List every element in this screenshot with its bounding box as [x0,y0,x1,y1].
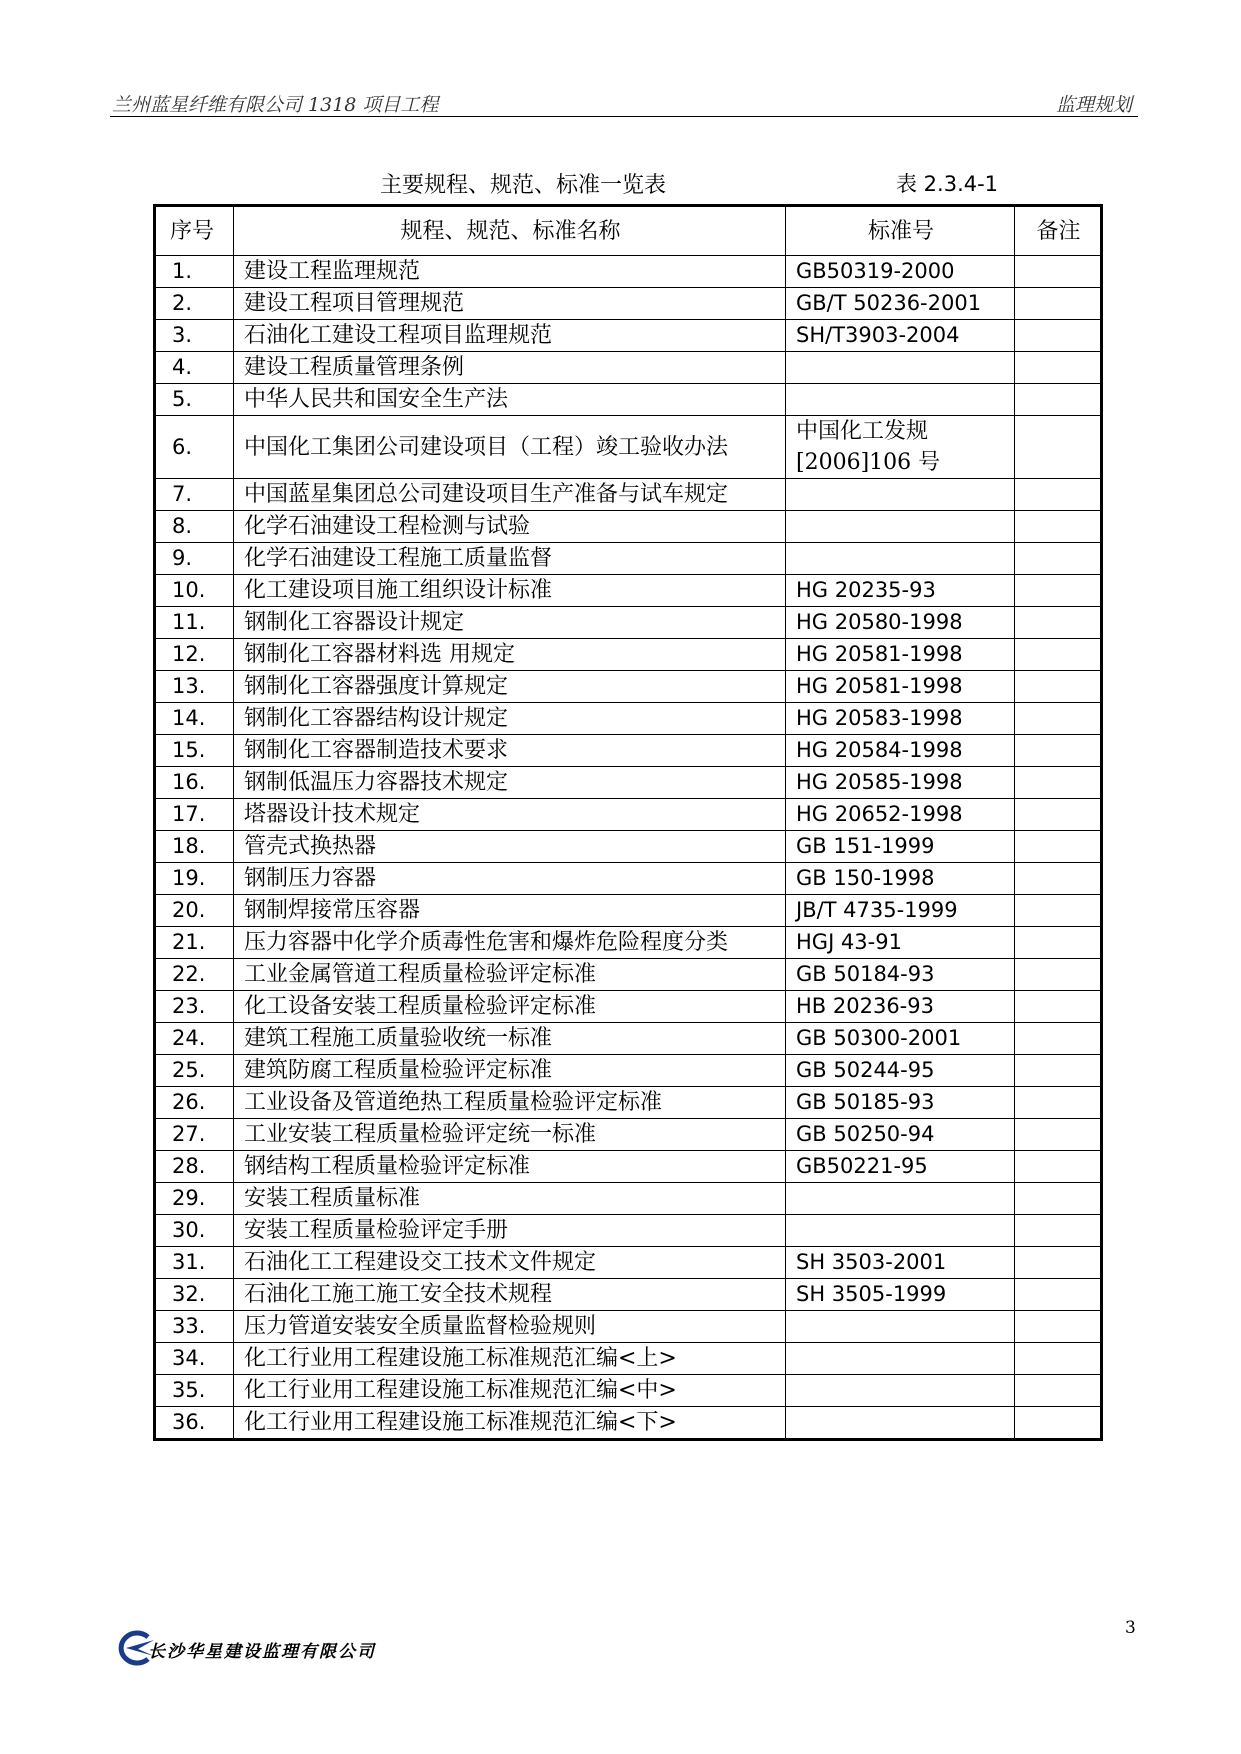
standard-code: GB 50184-93 [786,959,1015,991]
row-number: 33. [155,1311,234,1343]
row-number: 9. [155,543,234,575]
table-row [155,288,1102,320]
remark [1015,863,1102,895]
row-number: 26. [155,1087,234,1119]
table-row [155,799,1102,831]
standard-name: 安装工程质量检验评定手册 [234,1215,786,1247]
row-number: 34. [155,1343,234,1375]
remark [1015,1375,1102,1407]
table-row [155,1119,1102,1151]
table-row [155,1023,1102,1055]
page-number: 3 [1125,1618,1136,1638]
standard-code: GB 50244-95 [786,1055,1015,1087]
standard-code: HB 20236-93 [786,991,1015,1023]
remark [1015,479,1102,511]
table-row [155,895,1102,927]
row-number: 2. [155,288,234,320]
table-row [155,1375,1102,1407]
standard-name: 中国化工集团公司建设项目（工程）竣工验收办法 [234,416,786,479]
table-row [155,703,1102,735]
remark [1015,1055,1102,1087]
remark [1015,1407,1102,1440]
table-row [155,671,1102,703]
remark [1015,1279,1102,1311]
remark [1015,831,1102,863]
table-row [155,863,1102,895]
table-row [155,1311,1102,1343]
standard-code [786,1183,1015,1215]
standard-name: 化学石油建设工程施工质量监督 [234,543,786,575]
table-row [155,320,1102,352]
remark [1015,384,1102,416]
standard-name: 工业设备及管道绝热工程质量检验评定标准 [234,1087,786,1119]
table-body [155,256,1102,1440]
standard-code: HG 20580-1998 [786,607,1015,639]
table-row [155,1407,1102,1440]
remark [1015,256,1102,288]
remark [1015,416,1102,479]
standard-code: GB50319-2000 [786,256,1015,288]
remark [1015,607,1102,639]
remark [1015,1151,1102,1183]
header-note: 备注 [1015,206,1102,256]
standard-name: 压力管道安装安全质量监督检验规则 [234,1311,786,1343]
standard-name: 化工行业用工程建设施工标准规范汇编<中> [234,1375,786,1407]
row-number: 17. [155,799,234,831]
table-row [155,1151,1102,1183]
standard-name: 化工行业用工程建设施工标准规范汇编<上> [234,1343,786,1375]
standard-name: 钢制化工容器材料选 用规定 [234,639,786,671]
remark [1015,543,1102,575]
table-header-row [155,206,1102,256]
standard-name: 塔器设计技术规定 [234,799,786,831]
standard-name: 钢制焊接常压容器 [234,895,786,927]
standard-code [786,352,1015,384]
remark [1015,799,1102,831]
table-row [155,1247,1102,1279]
row-number: 7. [155,479,234,511]
standard-name: 石油化工工程建设交工技术文件规定 [234,1247,786,1279]
row-number: 36. [155,1407,234,1440]
table-row [155,607,1102,639]
row-number: 18. [155,831,234,863]
row-number: 28. [155,1151,234,1183]
row-number: 31. [155,1247,234,1279]
standard-name: 管壳式换热器 [234,831,786,863]
standard-name: 钢制化工容器强度计算规定 [234,671,786,703]
standard-code [786,1375,1015,1407]
standard-name: 石油化工建设工程项目监理规范 [234,320,786,352]
standard-code: SH 3505-1999 [786,1279,1015,1311]
remark [1015,1343,1102,1375]
row-number: 25. [155,1055,234,1087]
remark [1015,703,1102,735]
row-number: 15. [155,735,234,767]
row-number: 24. [155,1023,234,1055]
remark [1015,575,1102,607]
remark [1015,1183,1102,1215]
remark [1015,639,1102,671]
standard-name: 钢制低温压力容器技术规定 [234,767,786,799]
remark [1015,1247,1102,1279]
remark [1015,895,1102,927]
row-number: 20. [155,895,234,927]
standard-name: 钢制化工容器结构设计规定 [234,703,786,735]
standard-name: 化工设备安装工程质量检验评定标准 [234,991,786,1023]
standard-code: 中国化工发规[2006]106 号 [786,416,1015,479]
table-row [155,1215,1102,1247]
standard-code: JB/T 4735-1999 [786,895,1015,927]
standard-code: GB 150-1998 [786,863,1015,895]
row-number: 6. [155,416,234,479]
row-number: 13. [155,671,234,703]
remark [1015,735,1102,767]
standard-name: 钢制化工容器设计规定 [234,607,786,639]
row-number: 11. [155,607,234,639]
standard-name: 工业金属管道工程质量检验评定标准 [234,959,786,991]
standard-name: 建筑工程施工质量验收统一标准 [234,1023,786,1055]
footer-company-name: 长沙华星建设监理有限公司 [148,1642,376,1662]
row-number: 29. [155,1183,234,1215]
standards-table [153,204,1103,1441]
standard-name: 建设工程项目管理规范 [234,288,786,320]
row-number: 23. [155,991,234,1023]
remark [1015,767,1102,799]
table-row [155,1055,1102,1087]
standard-code: HG 20584-1998 [786,735,1015,767]
standard-code: HG 20585-1998 [786,767,1015,799]
remark [1015,1023,1102,1055]
table-row [155,1343,1102,1375]
row-number: 10. [155,575,234,607]
standard-name: 建设工程质量管理条例 [234,352,786,384]
table-title: 主要规程、规范、标准一览表 [380,173,667,198]
row-number: 21. [155,927,234,959]
remark [1015,1119,1102,1151]
table-row [155,959,1102,991]
standard-code: GB/T 50236-2001 [786,288,1015,320]
header-no: 序号 [155,206,234,256]
standard-code: HG 20583-1998 [786,703,1015,735]
remark [1015,927,1102,959]
standard-code: SH 3503-2001 [786,1247,1015,1279]
standard-code [786,1343,1015,1375]
standard-name: 石油化工施工施工安全技术规程 [234,1279,786,1311]
standard-code [786,1407,1015,1440]
row-number: 16. [155,767,234,799]
standard-code: HG 20581-1998 [786,639,1015,671]
standard-code [786,1215,1015,1247]
row-number: 1. [155,256,234,288]
remark [1015,511,1102,543]
standard-name: 钢制压力容器 [234,863,786,895]
standard-code: SH/T3903-2004 [786,320,1015,352]
standard-code: HG 20235-93 [786,575,1015,607]
table-row [155,416,1102,479]
table-row [155,639,1102,671]
row-number: 22. [155,959,234,991]
header-code: 标准号 [786,206,1015,256]
standard-name: 化学石油建设工程检测与试验 [234,511,786,543]
table-row [155,575,1102,607]
row-number: 32. [155,1279,234,1311]
standard-code [786,543,1015,575]
standard-code: HG 20652-1998 [786,799,1015,831]
table-row [155,735,1102,767]
standard-code [786,384,1015,416]
header-section-title: 监理规划 [1055,94,1132,116]
standard-code: GB 50185-93 [786,1087,1015,1119]
standard-name: 钢结构工程质量检验评定标准 [234,1151,786,1183]
remark [1015,1311,1102,1343]
standard-code [786,1311,1015,1343]
standard-name: 中国蓝星集团总公司建设项目生产准备与试车规定 [234,479,786,511]
remark [1015,991,1102,1023]
row-number: 8. [155,511,234,543]
page-header [110,86,1138,117]
row-number: 12. [155,639,234,671]
row-number: 5. [155,384,234,416]
standard-code: GB 50300-2001 [786,1023,1015,1055]
standard-name: 安装工程质量标准 [234,1183,786,1215]
row-number: 14. [155,703,234,735]
table-row [155,1183,1102,1215]
table-row [155,1087,1102,1119]
standard-code: GB 50250-94 [786,1119,1015,1151]
table-row [155,927,1102,959]
remark [1015,320,1102,352]
standard-code: GB 151-1999 [786,831,1015,863]
standard-name: 建设工程监理规范 [234,256,786,288]
row-number: 4. [155,352,234,384]
row-number: 3. [155,320,234,352]
table-row [155,767,1102,799]
table-row [155,831,1102,863]
row-number: 27. [155,1119,234,1151]
table-number: 表 2.3.4-1 [896,172,999,196]
remark [1015,959,1102,991]
remark [1015,1215,1102,1247]
standard-code: HGJ 43-91 [786,927,1015,959]
table-row [155,991,1102,1023]
standard-name: 中华人民共和国安全生产法 [234,384,786,416]
table-row [155,384,1102,416]
standard-name: 化工建设项目施工组织设计标准 [234,575,786,607]
standard-name: 工业安装工程质量检验评定统一标准 [234,1119,786,1151]
standard-code [786,479,1015,511]
standard-name: 化工行业用工程建设施工标准规范汇编<下> [234,1407,786,1440]
standard-code [786,511,1015,543]
standard-name: 建筑防腐工程质量检验评定标准 [234,1055,786,1087]
remark [1015,352,1102,384]
remark [1015,1087,1102,1119]
table-row [155,352,1102,384]
row-number: 35. [155,1375,234,1407]
table-row [155,511,1102,543]
table-row [155,1279,1102,1311]
standard-name: 压力容器中化学介质毒性危害和爆炸危险程度分类 [234,927,786,959]
table-row [155,543,1102,575]
table-row [155,256,1102,288]
row-number: 30. [155,1215,234,1247]
standard-code: HG 20581-1998 [786,671,1015,703]
row-number: 19. [155,863,234,895]
table-row [155,479,1102,511]
standard-code: GB50221-95 [786,1151,1015,1183]
standard-name: 钢制化工容器制造技术要求 [234,735,786,767]
header-name: 规程、规范、标准名称 [234,206,786,256]
header-project-title: 兰州蓝星纤维有限公司 1318 项目工程 [112,94,439,116]
remark [1015,288,1102,320]
remark [1015,671,1102,703]
